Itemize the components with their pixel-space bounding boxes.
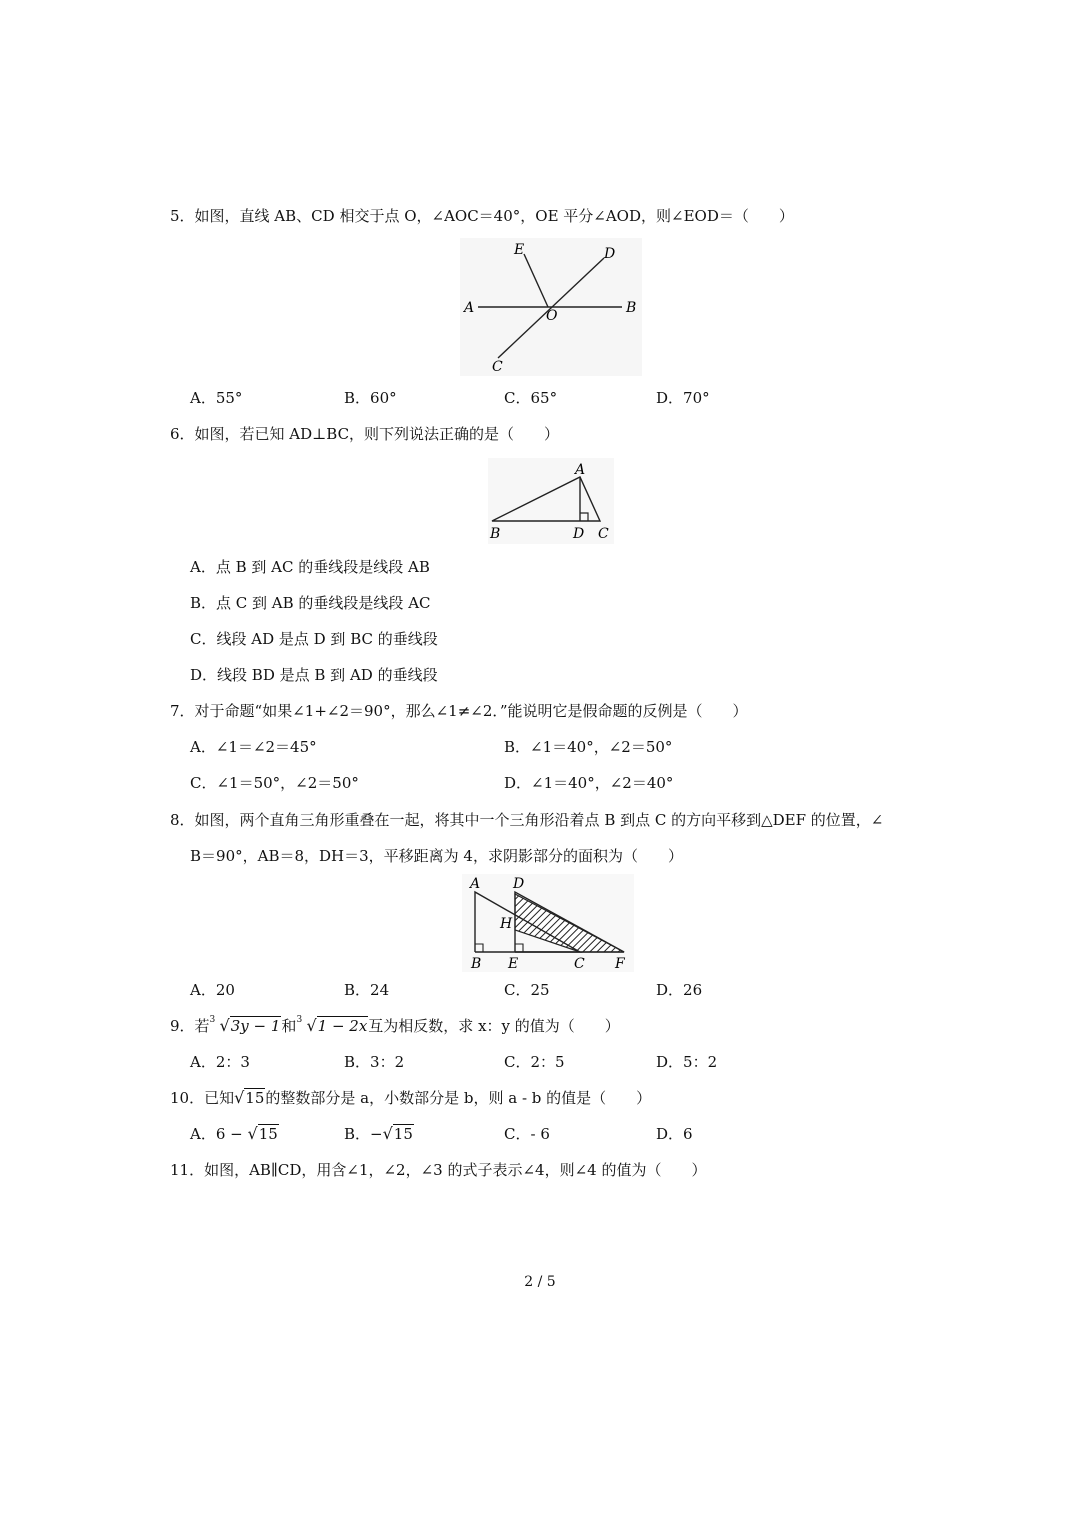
label-a: A: [470, 876, 481, 892]
q6-option-c[interactable]: C．线段 AD 是点 D 到 BC 的垂线段: [190, 630, 438, 648]
q7-option-c[interactable]: C．∠1＝50°，∠2＝50°: [190, 774, 359, 792]
label-b: B: [626, 300, 637, 316]
q10-option-d[interactable]: D．6: [656, 1125, 693, 1143]
q9-stem-prefix: 9．若: [170, 1017, 210, 1035]
q9-radicand-1: 3y − 1: [230, 1017, 281, 1035]
q8-option-b[interactable]: B．24: [344, 981, 390, 999]
label-b: B: [471, 956, 482, 972]
q10-stem-suffix: 的整数部分是 a，小数部分是 b，则 a - b 的值是（ ）: [265, 1089, 652, 1107]
q9-option-b[interactable]: B．3：2: [344, 1053, 405, 1071]
label-c: C: [598, 526, 609, 542]
q10-option-a-radicand: 15: [258, 1125, 278, 1143]
label-e: E: [508, 956, 519, 972]
q8-stem-line2: B＝90°，AB＝8，DH＝3，平移距离为 4，求阴影部分的面积为（ ）: [190, 847, 683, 865]
q9-radical-1: 3 √3y − 1: [210, 1016, 282, 1036]
q10-option-b-prefix: B．−: [344, 1125, 383, 1143]
q10-option-a[interactable]: A．6 − √15: [190, 1124, 278, 1143]
page-number: 2 / 5: [524, 1274, 556, 1290]
label-f: F: [615, 956, 625, 972]
q8-stem-line1: 8．如图，两个直角三角形重叠在一起，将其中一个三角形沿着点 B 到点 C 的方向平移到△DEF 的位置，∠: [170, 811, 884, 829]
q7-option-a[interactable]: A．∠1＝∠2＝45°: [190, 738, 317, 756]
q10-radicand: 15: [245, 1089, 265, 1107]
q9-option-c[interactable]: C．2：5: [504, 1053, 565, 1071]
q8-option-d[interactable]: D．26: [656, 981, 703, 999]
q10-stem: 10．已知√15的整数部分是 a，小数部分是 b，则 a - b 的值是（ ）: [170, 1088, 652, 1107]
label-e: E: [514, 242, 525, 258]
q6-option-b[interactable]: B．点 C 到 AB 的垂线段是线段 AC: [190, 594, 431, 612]
q9-option-d[interactable]: D．5：2: [656, 1053, 718, 1071]
q10-stem-prefix: 10．已知: [170, 1089, 235, 1107]
q5-option-d[interactable]: D．70°: [656, 389, 710, 407]
q8-option-c[interactable]: C．25: [504, 981, 550, 999]
label-b: B: [490, 526, 501, 542]
q9-stem-suffix: 互为相反数，求 x：y 的值为（ ）: [368, 1017, 620, 1035]
q9-option-a[interactable]: A．2：3: [190, 1053, 250, 1071]
q11-stem: 11．如图，AB∥CD，用含∠1，∠2，∠3 的式子表示∠4，则∠4 的值为（ ）: [170, 1161, 707, 1179]
q7-option-b[interactable]: B．∠1＝40°，∠2＝50°: [504, 738, 673, 756]
label-o: O: [546, 308, 558, 324]
q5-option-c[interactable]: C．65°: [504, 389, 558, 407]
label-c: C: [574, 956, 585, 972]
label-d: D: [604, 246, 616, 262]
q9-stem: [170, 1016, 620, 1036]
q8-figure: [462, 874, 634, 972]
label-a: A: [575, 462, 586, 478]
q5-figure: [460, 238, 642, 376]
label-d: D: [513, 876, 525, 892]
label-a: A: [464, 300, 475, 316]
q5-option-b[interactable]: B．60°: [344, 389, 397, 407]
q7-option-d[interactable]: D．∠1＝40°，∠2＝40°: [504, 774, 674, 792]
q9-radical-2-index: 3: [296, 1015, 303, 1025]
q10-option-b[interactable]: B．−√15: [344, 1124, 413, 1143]
label-h: H: [500, 916, 513, 932]
q9-radical-2: 3 √1 − 2x: [296, 1016, 368, 1036]
q9-radical-1-index: 3: [209, 1015, 216, 1025]
label-d: D: [573, 526, 585, 542]
q5-option-a[interactable]: A．55°: [190, 389, 243, 407]
q6-option-a[interactable]: A．点 B 到 AC 的垂线段是线段 AB: [190, 558, 430, 576]
q6-figure: [488, 458, 614, 544]
q9-stem-mid: 和: [281, 1017, 297, 1035]
label-c: C: [492, 359, 503, 375]
q10-option-a-prefix: A．6 −: [190, 1125, 243, 1143]
q10-option-b-radicand: 15: [393, 1125, 413, 1143]
q10-option-c[interactable]: C．- 6: [504, 1125, 550, 1143]
q8-option-a[interactable]: A．20: [190, 981, 235, 999]
q9-radicand-2: 1 − 2x: [317, 1017, 368, 1035]
q6-option-d[interactable]: D．线段 BD 是点 B 到 AD 的垂线段: [190, 666, 438, 684]
q6-stem: 6．如图，若已知 AD⊥BC，则下列说法正确的是（ ）: [170, 425, 560, 443]
q5-stem: 5．如图，直线 AB、CD 相交于点 O，∠AOC＝40°，OE 平分∠AOD，则∠EOD＝（ ）: [170, 207, 794, 225]
q7-stem: 7．对于命题“如果∠1+∠2＝90°，那么∠1≠∠2．”能说明它是假命题的反例是（ ）: [170, 702, 748, 720]
